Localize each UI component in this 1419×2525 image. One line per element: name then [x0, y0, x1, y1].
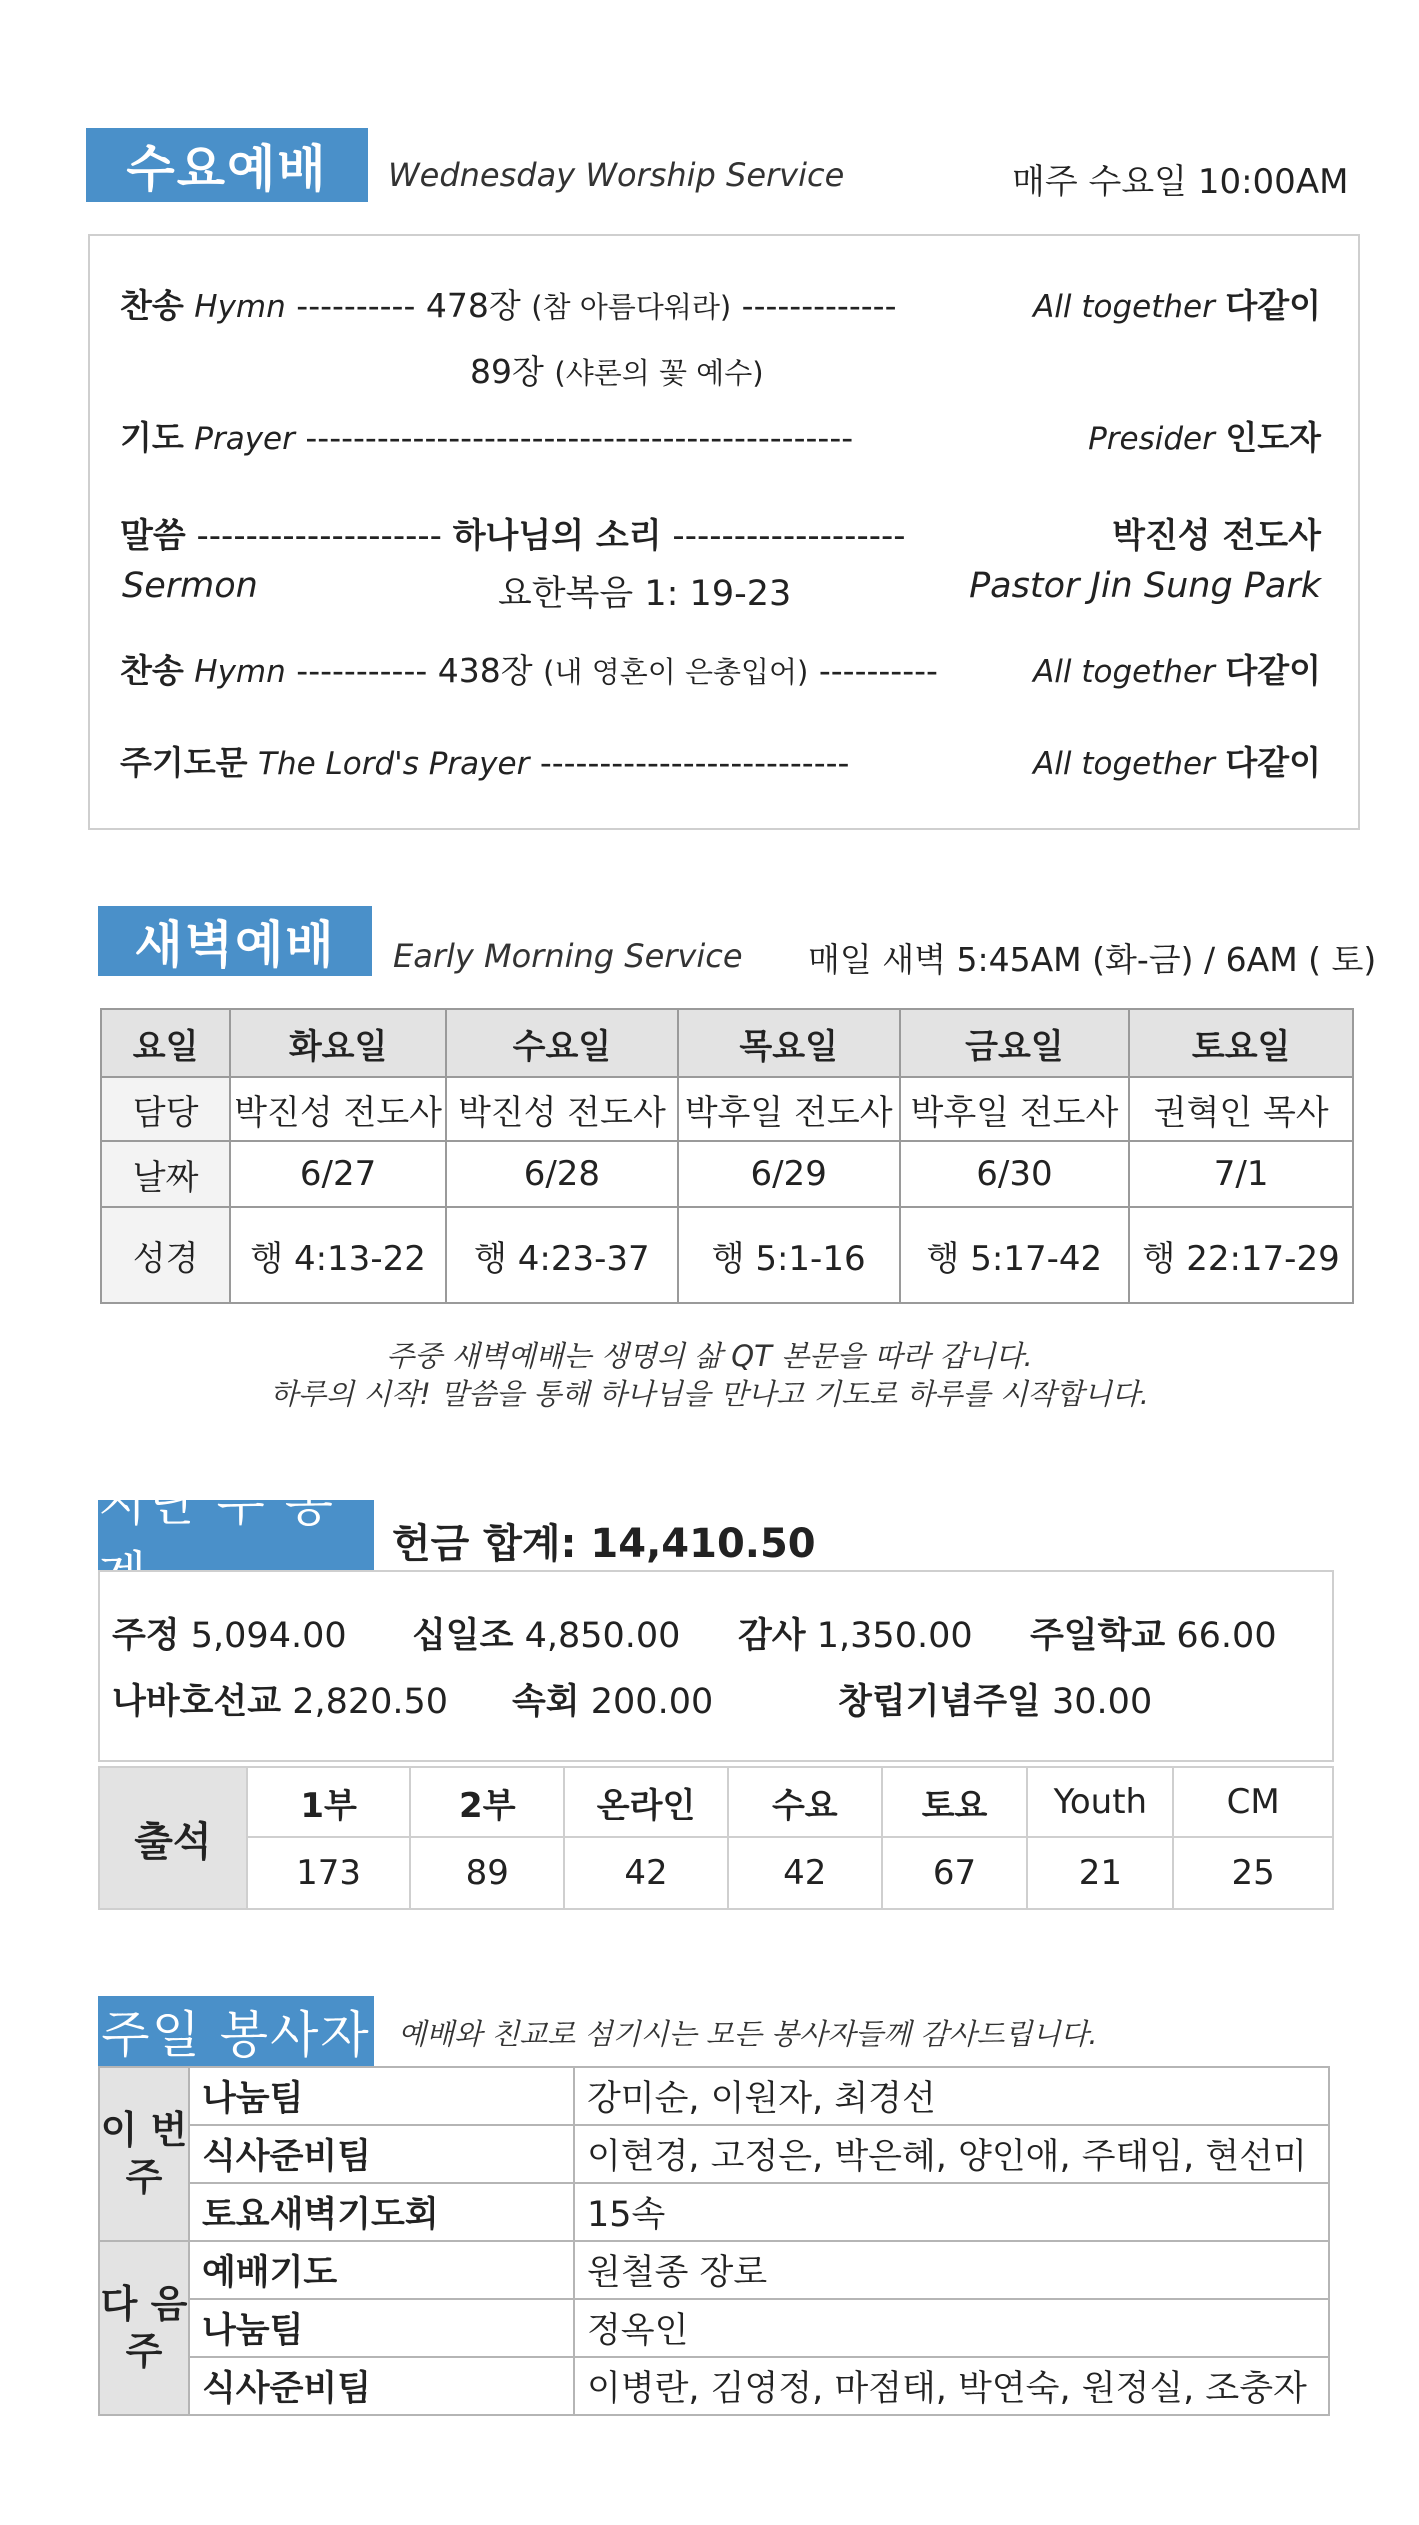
dawn-row-label: 성경 — [101, 1207, 230, 1303]
attendance-value-cell: 25 — [1173, 1837, 1333, 1909]
attendance-header-cell: 수요 — [728, 1767, 882, 1837]
dawn-cell: 박진성 전도사 — [446, 1077, 678, 1141]
dawn-cell: 권혁인 목사 — [1129, 1077, 1353, 1141]
dawn-cell: 6/28 — [446, 1141, 678, 1207]
attendance-table — [98, 1766, 1334, 1910]
offering-item-value: 4,850.00 — [524, 1616, 681, 1656]
attendance-header-cell: 토요 — [882, 1767, 1028, 1837]
offering-item — [1030, 1608, 1277, 1658]
volunteer-names: 원철종 장로 — [574, 2241, 1329, 2299]
offering-item-value: 30.00 — [1052, 1682, 1153, 1722]
dawn-cell: 박진성 전도사 — [230, 1077, 446, 1141]
prayer-en: Prayer — [194, 421, 295, 457]
prayer-label: 기도 — [120, 418, 184, 457]
hymn1-label: 찬송 — [120, 286, 184, 325]
wednesday-section-tag: 수요예배 — [86, 128, 368, 202]
hymn1-title: (참 아름다워라) — [531, 290, 732, 324]
sermon-scripture: 요한복음 1: 19-23 — [498, 574, 792, 614]
dawn-cell: 6/27 — [230, 1141, 446, 1207]
prayer-line — [120, 412, 853, 459]
volunteer-names: 이현경, 고정은, 박은혜, 양인애, 주태임, 현선미 — [574, 2125, 1329, 2183]
hymn2-dash: ----------- — [296, 651, 428, 690]
lords-prayer-dash: -------------------------- — [539, 743, 850, 782]
hymn1-en: Hymn — [194, 289, 286, 325]
attendance-header-cell: CM — [1173, 1767, 1333, 1837]
offering-item — [412, 1608, 680, 1658]
wednesday-time: 매주 수요일 10:00AM — [1012, 162, 1349, 202]
hymn1-dash: ---------- — [296, 286, 416, 325]
volunteers-thanks: 예배와 친교로 섬기시는 모든 봉사자들께 감사드립니다. — [398, 2017, 1098, 2051]
dawn-row-scripture — [101, 1207, 1353, 1303]
offering-item-label: 주정 — [112, 1616, 180, 1656]
dawn-cell: 행 5:17-42 — [900, 1207, 1130, 1303]
dawn-row-date — [101, 1141, 1353, 1207]
hymn2-by — [1033, 645, 1321, 692]
offering-item — [112, 1608, 347, 1658]
wednesday-english-title: Wednesday Worship Service — [388, 156, 845, 194]
offering-item — [838, 1674, 1152, 1724]
dawn-cell: 박후일 전도사 — [678, 1077, 900, 1141]
attendance-header-cell: 2부 — [410, 1767, 564, 1837]
attendance-value-cell: 21 — [1027, 1837, 1173, 1909]
attendance-value-cell: 89 — [410, 1837, 564, 1909]
dawn-header-cell: 수요일 — [446, 1009, 678, 1077]
volunteer-role: 식사준비팀 — [189, 2357, 574, 2415]
attendance-header-cell: 1부 — [247, 1767, 411, 1837]
volunteers-section-tag: 주일 봉사자 — [98, 1996, 374, 2066]
attendance-value-row — [99, 1837, 1333, 1909]
attendance-value-cell: 42 — [728, 1837, 882, 1909]
hymn2-en: Hymn — [194, 654, 286, 690]
dawn-time: 매일 새벽 5:45AM (화-금) / 6AM ( 토) — [808, 940, 1377, 979]
dawn-cell: 행 5:1-16 — [678, 1207, 900, 1303]
hymn1-song: 478장 — [425, 286, 521, 325]
sermon-preacher-en: Pastor Jin Sung Park — [969, 566, 1321, 606]
offering-item-value: 2,820.50 — [292, 1682, 449, 1722]
offering-total-value: 14,410.50 — [590, 1521, 816, 1567]
hymn1b-line — [470, 346, 764, 393]
offering-total — [392, 1512, 816, 1569]
volunteer-role: 나눔팀 — [189, 2299, 574, 2357]
hymn1-by — [1033, 280, 1321, 327]
volunteer-role: 예배기도 — [189, 2241, 574, 2299]
offering-item-value: 1,350.00 — [816, 1616, 973, 1656]
dawn-header-cell: 목요일 — [678, 1009, 900, 1077]
offering-item-label: 속회 — [512, 1682, 580, 1722]
volunteer-row — [99, 2067, 1329, 2125]
sermon-title: 하나님의 소리 — [452, 516, 662, 556]
dawn-schedule-table — [100, 1008, 1354, 1304]
dawn-cell: 행 4:13-22 — [230, 1207, 446, 1303]
next-week-label: 다 음 주 — [99, 2241, 189, 2415]
dawn-row-label: 담당 — [101, 1077, 230, 1141]
offering-item-label: 창립기념주일 — [838, 1682, 1041, 1722]
dawn-note-2: 하루의 시작! 말씀을 통해 하나님을 만나고 기도로 하루를 시작합니다. — [270, 1377, 1149, 1411]
volunteer-row — [99, 2357, 1329, 2415]
volunteer-row — [99, 2299, 1329, 2357]
offering-item-label: 감사 — [738, 1616, 806, 1656]
stats-section-tag: 지난 주 통계 — [98, 1500, 374, 1570]
dawn-row-label: 날짜 — [101, 1141, 230, 1207]
attendance-value-cell: 67 — [882, 1837, 1028, 1909]
dawn-header-cell: 금요일 — [900, 1009, 1130, 1077]
lords-prayer-by-en: All together — [1033, 746, 1215, 782]
volunteer-role: 나눔팀 — [189, 2067, 574, 2125]
volunteer-names: 강미순, 이원자, 최경선 — [574, 2067, 1329, 2125]
offering-item-value: 5,094.00 — [190, 1616, 347, 1656]
volunteer-row — [99, 2241, 1329, 2299]
offering-item — [512, 1674, 713, 1724]
attendance-value-cell: 173 — [247, 1837, 411, 1909]
dawn-cell: 7/1 — [1129, 1141, 1353, 1207]
attendance-header-cell: Youth — [1027, 1767, 1173, 1837]
dawn-header-cell: 요일 — [101, 1009, 230, 1077]
dawn-english-title: Early Morning Service — [393, 937, 743, 975]
sermon-dash1: -------------------- — [196, 516, 442, 556]
offering-item-label: 나바호선교 — [112, 1682, 282, 1722]
volunteer-role: 식사준비팀 — [189, 2125, 574, 2183]
attendance-header-row — [99, 1767, 1333, 1837]
lords-prayer-by-ko: 다같이 — [1225, 743, 1321, 782]
offering-item-value: 200.00 — [590, 1682, 714, 1722]
dawn-section-tag: 새벽예배 — [98, 906, 372, 976]
sermon-label: 말씀 — [120, 516, 186, 556]
dawn-cell: 행 4:23-37 — [446, 1207, 678, 1303]
prayer-by — [1088, 412, 1321, 459]
hymn1-by-ko: 다같이 — [1225, 286, 1321, 325]
dawn-header-cell: 토요일 — [1129, 1009, 1353, 1077]
attendance-header-cell: 온라인 — [564, 1767, 728, 1837]
dawn-cell: 6/30 — [900, 1141, 1130, 1207]
hymn2-line — [120, 645, 938, 692]
offering-total-label: 헌금 합계: — [392, 1521, 577, 1567]
prayer-dash: ---------------------------------------------- — [305, 418, 854, 457]
offering-item — [738, 1608, 973, 1658]
volunteer-names: 정옥인 — [574, 2299, 1329, 2357]
lords-prayer-by — [1033, 737, 1321, 784]
dawn-header-row — [101, 1009, 1353, 1077]
hymn1b-song: 89장 — [470, 352, 544, 391]
sermon-en: Sermon — [122, 566, 258, 606]
dawn-cell: 박후일 전도사 — [900, 1077, 1130, 1141]
prayer-by-en: Presider — [1088, 421, 1215, 457]
volunteer-names: 이병란, 김영정, 마점태, 박연숙, 원정실, 조충자 — [574, 2357, 1329, 2415]
hymn2-by-en: All together — [1033, 654, 1215, 690]
lords-prayer-label: 주기도문 — [120, 743, 248, 782]
offering-box — [98, 1570, 1334, 1762]
offering-item-value: 66.00 — [1176, 1616, 1277, 1656]
hymn1b-title: (샤론의 꽃 예수) — [554, 356, 764, 390]
dawn-header-cell: 화요일 — [230, 1009, 446, 1077]
lords-prayer-line — [120, 737, 849, 784]
attendance-value-cell: 42 — [564, 1837, 728, 1909]
offering-item-label: 십일조 — [412, 1616, 514, 1656]
hymn1-by-en: All together — [1033, 289, 1215, 325]
offering-item-label: 주일학교 — [1030, 1616, 1166, 1656]
dawn-row-leader — [101, 1077, 1353, 1141]
hymn1-line — [120, 280, 896, 327]
dawn-cell: 6/29 — [678, 1141, 900, 1207]
volunteer-names: 15속 — [574, 2183, 1329, 2241]
hymn2-song: 438장 — [437, 651, 533, 690]
attendance-label: 출석 — [99, 1767, 247, 1909]
this-week-label: 이 번 주 — [99, 2067, 189, 2241]
offering-item — [112, 1674, 448, 1724]
prayer-by-ko: 인도자 — [1225, 418, 1321, 457]
sermon-dash2: ------------------- — [672, 516, 906, 556]
volunteers-table — [98, 2066, 1330, 2416]
lords-prayer-en: The Lord's Prayer — [258, 746, 530, 782]
sermon-line — [120, 508, 906, 557]
hymn2-dash2: ---------- — [818, 651, 938, 690]
hymn1-dash2: ------------- — [741, 286, 897, 325]
hymn2-title: (내 영혼이 은총입어) — [543, 655, 809, 689]
hymn2-by-ko: 다같이 — [1225, 651, 1321, 690]
sermon-preacher: 박진성 전도사 — [1112, 516, 1321, 556]
dawn-cell: 행 22:17-29 — [1129, 1207, 1353, 1303]
volunteer-role: 토요새벽기도회 — [189, 2183, 574, 2241]
volunteer-row — [99, 2125, 1329, 2183]
volunteer-row — [99, 2183, 1329, 2241]
hymn2-label: 찬송 — [120, 651, 184, 690]
dawn-note-1: 주중 새벽예배는 생명의 삶 QT 본문을 따라 갑니다. — [386, 1339, 1033, 1373]
